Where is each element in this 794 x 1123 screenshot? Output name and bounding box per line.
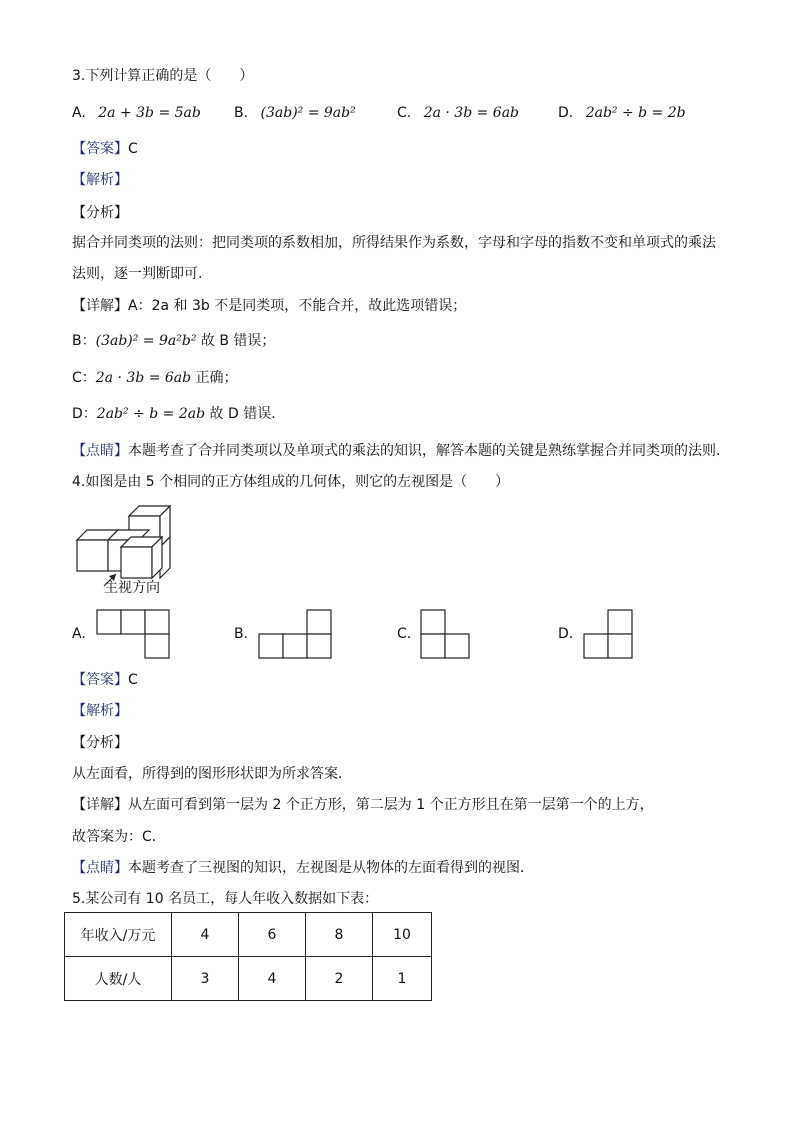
- q4-option-b-figure: [258, 609, 332, 659]
- xiangjie-b-expr: (3ab)² = 9a²b²: [95, 333, 197, 349]
- q4-option-a-figure: [96, 609, 170, 659]
- xiangjie-tag: 【详解】: [72, 797, 128, 813]
- q3-option-c: [397, 103, 519, 123]
- q4-option-a-letter: A.: [72, 626, 86, 642]
- q3-option-a-letter: A.: [72, 105, 86, 121]
- xiangjie-tag: 【详解】: [72, 298, 128, 314]
- xiangjie-a-text: A：2a 和 3b 不是同类项，不能合并，故此选项错误；: [128, 298, 467, 314]
- q3-xiangjie-d: [72, 404, 276, 424]
- xiangjie-c-suffix: 正确；: [195, 370, 238, 386]
- q4-answer: [72, 670, 138, 690]
- q3-xiangjie-b: [72, 331, 275, 351]
- q3-xiangjie-a: [72, 296, 466, 316]
- xiangjie-d-prefix: D：: [72, 406, 97, 422]
- answer-tag: 【答案】: [72, 141, 128, 157]
- q3-answer: [72, 139, 138, 159]
- q3-fenxi-line1: 据合并同类项的法则：把同类项的系数相加，所得结果作为系数，字母和字母的指数不变和单项式的乘法: [72, 235, 716, 251]
- q4-option-c-letter: C.: [397, 626, 412, 642]
- table-cell: 2: [306, 957, 373, 1001]
- q4-stem: 4.如图是由 5 个相同的正方体组成的几何体，则它的左视图是（ ）: [72, 474, 510, 490]
- q3-analysis-tag: 【解析】: [72, 172, 128, 188]
- xiangjie-d-suffix: 故 D 错误.: [209, 406, 276, 422]
- dianjing-text: 本题考查了合并同类项以及单项式的乘法的知识，解答本题的关键是熟练掌握合并同类项的法则.: [128, 443, 721, 459]
- dianjing-tag: 【点睛】: [72, 860, 128, 876]
- q3-option-c-letter: C.: [397, 105, 412, 121]
- q4-dianjing: [72, 858, 534, 878]
- q4-option-c-figure: [420, 609, 470, 659]
- q5-stem: 5.某公司有 10 名员工，每人年收入数据如下表：: [72, 891, 379, 907]
- table-cell: 3: [172, 957, 239, 1001]
- income-table: [64, 912, 432, 1001]
- dianjing-tag: 【点睛】: [72, 443, 128, 459]
- q3-stem: 3.下列计算正确的是（ ）: [72, 68, 254, 84]
- q3-option-b: [234, 103, 356, 123]
- xiangjie-b-prefix: B：: [72, 333, 96, 349]
- dianjing-text: 本题考查了三视图的知识，左视图是从物体的左面看得到的视图．: [128, 860, 534, 876]
- q4-xiangjie: [72, 795, 654, 815]
- q3-option-c-expr: 2a · 3b = 6ab: [423, 105, 520, 121]
- table-cell: 4: [239, 957, 306, 1001]
- answer-tag: 【答案】: [72, 672, 128, 688]
- table-header-count: 人数/人: [65, 957, 172, 1001]
- answer-value: C: [128, 672, 138, 688]
- table-row: [65, 913, 432, 957]
- q4-fenxi-text: 从左面看，所得到的图形形状即为所求答案．: [72, 766, 352, 782]
- table-row: [65, 957, 432, 1001]
- q4-option-d-letter: D.: [558, 626, 574, 642]
- q4-figure-label: 主视方向: [104, 580, 160, 596]
- q3-fenxi-line2: 法则，逐一判断即可.: [72, 266, 203, 282]
- q3-fenxi-tag: 【分析】: [72, 205, 128, 221]
- answer-value: C: [128, 141, 138, 157]
- table-cell: 1: [373, 957, 432, 1001]
- xiangjie-c-expr: 2a · 3b = 6ab: [95, 370, 192, 386]
- q3-option-d-letter: D.: [558, 105, 574, 121]
- xiangjie-b-suffix: 故 B 错误；: [200, 333, 276, 349]
- q4-analysis-tag: 【解析】: [72, 703, 128, 719]
- table-cell: 6: [239, 913, 306, 957]
- q4-option-d-figure: [583, 609, 633, 659]
- q3-option-b-expr: (3ab)² = 9ab²: [260, 105, 356, 121]
- q3-option-b-letter: B.: [234, 105, 249, 121]
- q4-option-b-letter: B.: [234, 626, 249, 642]
- q3-option-a: [72, 103, 201, 123]
- table-header-income: 年收入/万元: [65, 913, 172, 957]
- xiangjie-line1: 从左面可看到第一层为 2 个正方形，第二层为 1 个正方形且在第一层第一个的上方，: [128, 797, 654, 813]
- table-cell: 10: [373, 913, 432, 957]
- q3-option-d: [558, 103, 686, 123]
- q4-xiangjie-line2: 故答案为：C．: [72, 829, 166, 845]
- xiangjie-c-prefix: C：: [72, 370, 96, 386]
- table-cell: 4: [172, 913, 239, 957]
- q3-option-d-expr: 2ab² ÷ b = 2b: [585, 105, 686, 121]
- q3-xiangjie-c: [72, 368, 238, 388]
- q3-dianjing: [72, 441, 720, 461]
- q3-option-a-expr: 2a + 3b = 5ab: [98, 105, 201, 121]
- q4-fenxi-tag: 【分析】: [72, 735, 128, 751]
- table-cell: 8: [306, 913, 373, 957]
- xiangjie-d-expr: 2ab² ÷ b = 2ab: [96, 406, 206, 422]
